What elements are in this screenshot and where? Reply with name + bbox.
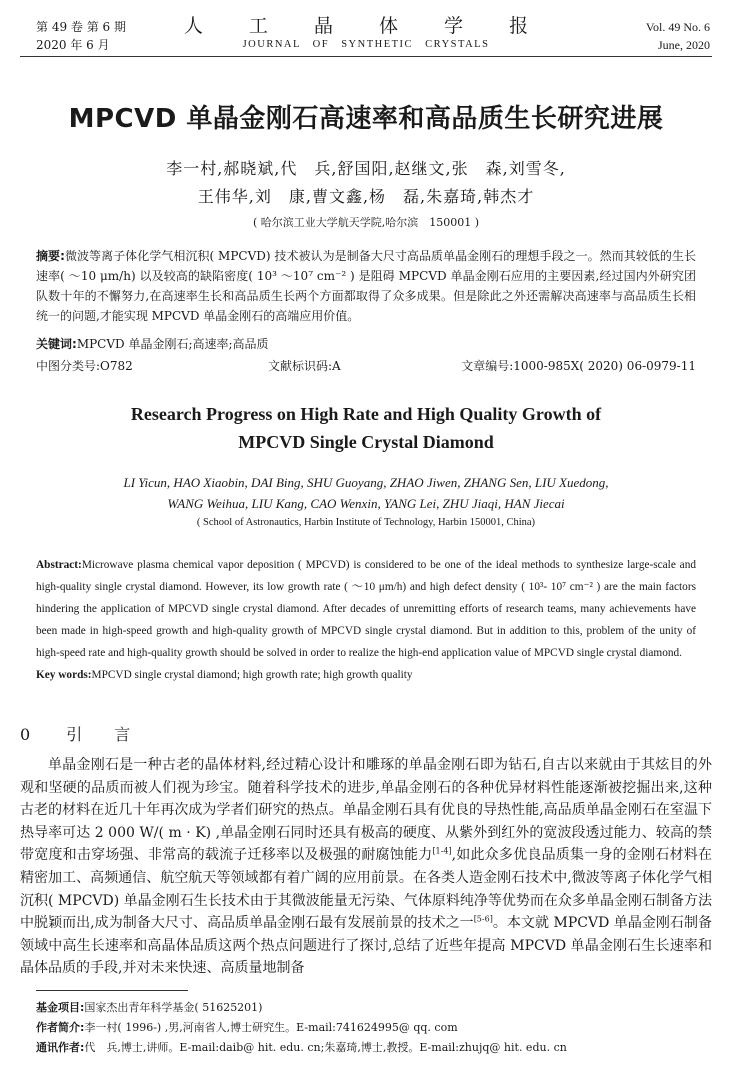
authors-cn-line2: 王伟华,刘 康,曹文鑫,杨 磊,朱嘉琦,韩杰才	[197, 187, 535, 206]
affiliation-cn: ( 哈尔滨工业大学航天学院,哈尔滨 150001 )	[252, 216, 480, 229]
header-divider	[20, 56, 712, 57]
abstract-en-text: Microwave plasma chemical vapor deposition ( MPCVD) is considered to be one of the ideal methods to synthesize large-scale and high-quality single crystal diamond. However, its low growth rate ( ～10 μm/h) and high defect density ( 10³- 10⁷ cm⁻² ) are the main factors hindering the application of MPCVD single crystal diamond. After decades of unremitting efforts of research teams, many achievements have been made in high-speed growth and high-quality growth of MPCVD single crystal diamond. But in addition to this, problem of the unity of high-speed rate and high-quality growth should be solved in order to realize the high-end application value of MPCVD single crystal diamond.	[36, 559, 696, 659]
author-label: 作者简介:	[36, 1021, 85, 1034]
authors-en	[0, 472, 732, 514]
abstract-cn-label: 摘要:	[36, 249, 65, 263]
citation-ref: [5-6]	[473, 914, 493, 924]
footnotes	[36, 998, 716, 1058]
paper-title-cn: MPCVD 单晶金刚石高速率和高品质生长研究进展	[68, 104, 664, 134]
intro-text-part1: 单晶金刚石是一种古老的晶体材料,经过精心设计和雕琢的单晶金刚石即为钻石,自古以来就由于其炫目的外观和坚硬的品质而被人们视为珍宝。随着科学技术的进步,单晶金刚石的各种优异材料性能逐渐被挖掘出来,这种古老的材料在近几十年再次成为学者们研究的热点。单晶金刚石具有优良的导热性能,高品质单晶金刚石在室温下热导率可达 2 000 W/( m · K) ,单晶金刚石同时还具有极高的硬度、从紫外到红外的宽波段透过能力、较高的禁带宽度和击穿场强、非常高的载流子迁移率以及极强的耐腐蚀能力	[20, 757, 712, 864]
authors-en-line1: LI Yicun, HAO Xiaobin, DAI Bing, SHU Guoyang, ZHAO Jiwen, ZHANG Sen, LIU Xuedong,	[123, 475, 609, 490]
keywords-en-text: MPCVD single crystal diamond; high growth rate; high growth quality	[91, 669, 413, 681]
authors-en-line2: WANG Weihua, LIU Kang, CAO Wenxin, YANG Lei, ZHU Jiaqi, HAN Jiecai	[167, 496, 565, 511]
clc-number: 中图分类号:O782	[36, 359, 133, 373]
abstract-en	[36, 554, 696, 686]
affiliation-en: ( School of Astronautics, Harbin Institute of Technology, Harbin 150001, China)	[196, 517, 536, 528]
corresponding-text: 代 兵,博士,讲师。E-mail:daib@ hit. edu. cn;朱嘉琦,博士,教授。E-mail:zhujq@ hit. edu. cn	[84, 1041, 567, 1054]
author-footnote	[36, 1018, 716, 1038]
keywords-en-label: Key words:	[36, 669, 92, 681]
intro-text-part3: 。本文就 MPCVD 单晶金刚石制备领域中高生长速率和高晶体品质这两个热点问题进行了探讨,总结了近些年提高 MPCVD 单晶金刚石生长速率和晶体品质的手段,并对未来快速、高质量地制备	[20, 915, 713, 977]
journal-name-cn: 人 工 晶 体 学 报	[183, 15, 549, 37]
volume-issue-en: Vol. 49 No. 6	[645, 20, 710, 34]
keywords-cn-label: 关键词:	[36, 337, 77, 351]
author-text: 李一村( 1996-) ,男,河南省人,博士研究生。E-mail:741624995@ qq. com	[84, 1021, 458, 1034]
article-number: 文章编号:1000-985X( 2020) 06-0979-11	[461, 359, 696, 373]
keywords-cn-text: MPCVD 单晶金刚石;高速率;高品质	[76, 337, 269, 351]
authors-cn-line1: 李一村,郝晓斌,代 兵,舒国阳,赵继文,张 森,刘雪冬,	[166, 159, 566, 178]
keywords-en	[36, 664, 696, 686]
intro-text-part2: ,如此众多优良品质集一身的金刚石材料在精密加工、高频通信、航空航天等领域都有着广阔的应用前景。在各类人造金刚石技术中,微波等离子体化学气相沉积( MPCVD) 单晶金刚石生长技术由于其微波能量无污染、气体原料纯净等优势而在众多单晶金刚石制备方法中脱颖而出,成为制备大尺寸、高品质单晶金刚石最有发展前景的技术之一	[20, 847, 713, 932]
abstract-cn	[36, 246, 696, 326]
keywords-cn	[36, 334, 696, 354]
paper-title-en-line2: MPCVD Single Crystal Diamond	[238, 432, 494, 452]
corresponding-footnote	[36, 1038, 716, 1058]
fund-footnote	[36, 998, 716, 1018]
fund-text: 国家杰出青年科学基金( 51625201)	[84, 1001, 263, 1014]
volume-issue: 第 49 卷 第 6 期	[36, 20, 126, 34]
corresponding-label: 通讯作者:	[36, 1041, 85, 1054]
document-code: 文献标识码:A	[268, 359, 341, 373]
section-heading	[20, 722, 166, 745]
fund-label: 基金项目:	[36, 1001, 85, 1014]
paper-title-en	[0, 400, 732, 456]
abstract-en-label: Abstract:	[36, 559, 82, 571]
section-number: 0	[20, 725, 31, 744]
issue-date: 2020 年 6 月	[36, 38, 110, 52]
section-title: 引 言	[66, 725, 131, 744]
journal-name-en: JOURNAL OF SYNTHETIC CRYSTALS	[242, 39, 490, 50]
paper-title-en-line1: Research Progress on High Rate and High Quality Growth of	[130, 404, 602, 424]
citation-ref: [1-4]	[432, 846, 452, 856]
intro-paragraph	[20, 754, 712, 980]
issue-date-en: June, 2020	[658, 38, 710, 52]
journal-issue-info-en	[646, 18, 710, 54]
footnote-divider	[36, 990, 188, 991]
journal-name	[0, 14, 732, 52]
abstract-cn-text: 微波等离子体化学气相沉积( MPCVD) 技术被认为是制备大尺寸高品质单晶金刚石的理想手段之一。然而其较低的生长速率( ～10 μm/h) 以及较高的缺陷密度( 10³ ～10⁷ cm⁻² ) 是阻碍 MPCVD 单晶金刚石应用的主要因素,经过国内外研究团队数十年的不懈努力,在高速率生长和高品质生长两个方面都取得了众多成果。但是除此之外还需解决高速率与高品质生长相统一的问题,才能实现 MPCVD 单晶金刚石的高端应用价值。	[36, 249, 696, 323]
